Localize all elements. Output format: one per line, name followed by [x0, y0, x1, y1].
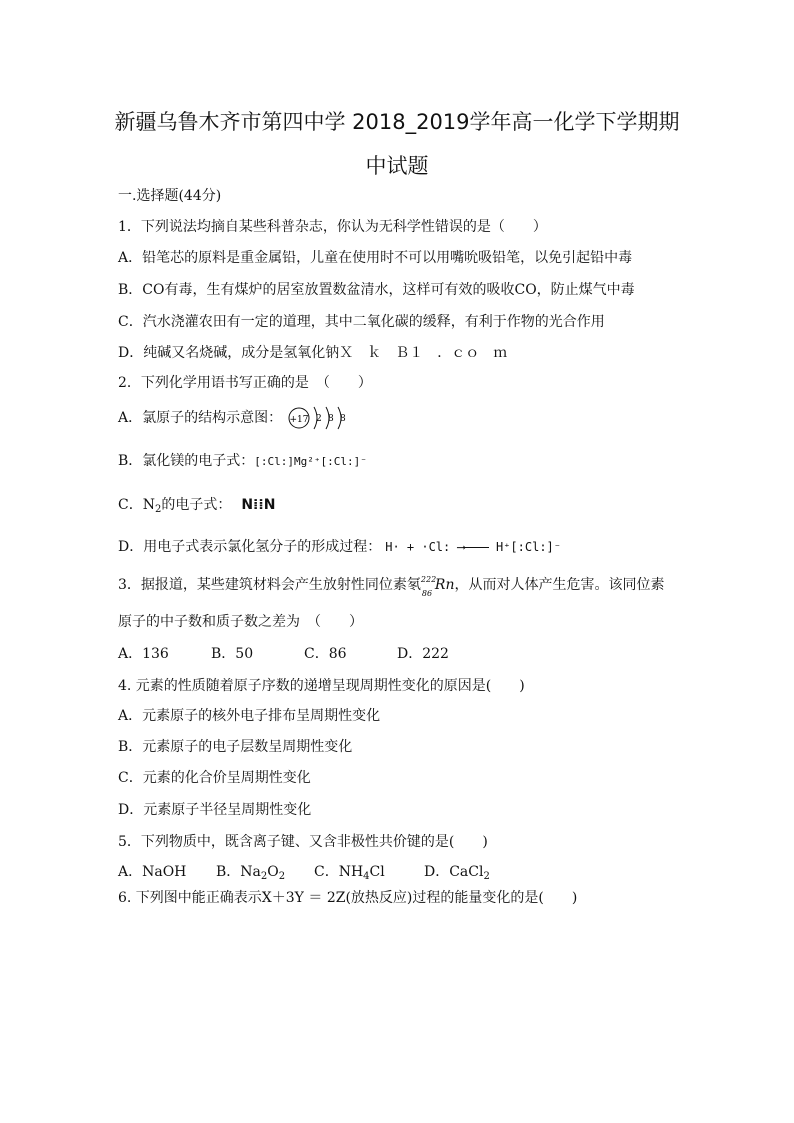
q3-stem-text-2: ，从而对人体产生危害。该同位素 — [454, 577, 665, 593]
equation-product: H⁺[:Cl:]⁻ — [495, 540, 561, 554]
arrow-shaft — [463, 547, 489, 548]
q2-option-c-text: 的电子式： — [161, 497, 232, 513]
q2-option-d-text: D．用电子式表示氯化氢分子的形成过程： — [118, 539, 382, 555]
isotope-notation — [420, 575, 437, 598]
isotope-symbol: Rn — [434, 577, 455, 593]
formula-chloride-left: [:Cl:] — [254, 455, 295, 468]
nucleus-charge: +17 — [289, 415, 309, 425]
shell-electrons-2: 8 — [327, 414, 334, 424]
q1-option-a: A．铅笔芯的原料是重金属铅，儿童在使用时不可以用嘴吮吸铅笔，以免引起铅中毒 — [118, 250, 633, 266]
hcl-formation-equation — [385, 540, 561, 554]
page-title-line2: 中试题 — [365, 154, 429, 178]
q3-option-b: B．50 — [211, 646, 254, 662]
q6-stem: 6. 下列图中能正确表示X＋3Y ＝ 2Z(放热反应)过程的能量变化的是( ) — [118, 890, 578, 906]
page-title-line1: 新疆乌鲁木齐市第四中学 2018_2019学年高一化学下学期期 — [114, 110, 680, 134]
q5-option-a: A．NaOH — [118, 864, 187, 880]
q3-stem-text: 3．据报道，某些建筑材料会产生放射性同位素氡 — [118, 577, 421, 593]
q4-stem: 4. 元素的性质随着原子序数的递增呈现周期性变化的原因是( ) — [118, 678, 525, 694]
q3-stem — [118, 575, 665, 598]
isotope-atomic-number: 86 — [421, 589, 433, 598]
q4-option-d: D．元素原子半径呈周期性变化 — [118, 802, 312, 818]
q5-options — [118, 863, 490, 881]
q5-option-b-oxygen: O — [267, 864, 279, 880]
q2-option-b-text: B．氯化镁的电子式： — [118, 453, 255, 469]
q5-option-b-subscript-2: 2 — [278, 871, 286, 882]
q5-option-b-text: B．Na — [216, 864, 261, 880]
q5-option-b-subscript-1: 2 — [260, 871, 268, 882]
q1-stem: 1．下列说法均摘自某些科普杂志，你认为无科学性错误的是（ ） — [118, 219, 547, 235]
q3-option-a: A．136 — [118, 646, 169, 662]
q5-option-b — [216, 863, 314, 881]
n2-electron-formula: N⁞⁞N — [241, 497, 276, 513]
q3-options — [118, 645, 449, 663]
chlorine-atom-diagram — [287, 403, 357, 433]
q3-option-c: C．86 — [304, 646, 347, 662]
q3-option-d: D．222 — [397, 646, 449, 662]
q3-stem-line2: 原子的中子数和质子数之差为 （ ） — [118, 614, 363, 630]
q2-option-d — [118, 538, 561, 556]
q4-option-b: B．元素原子的电子层数呈周期性变化 — [118, 739, 353, 755]
q1-option-b: B．CO有毒，生有煤炉的居室放置数盆清水，这样可有效的吸收CO，防止煤气中毒 — [118, 282, 635, 298]
mgcl2-electron-formula — [254, 455, 367, 468]
q5-stem: 5．下列物质中，既含离子键、又含非极性共价键的是( ) — [118, 834, 488, 850]
shell-electrons-1: 2 — [315, 414, 322, 424]
formula-magnesium-ion: Mg²⁺ — [294, 455, 321, 468]
q2-option-b — [118, 452, 367, 471]
q5-option-c-chlorine: Cl — [369, 864, 385, 880]
formula-charge: ⁻ — [360, 455, 367, 468]
q2-option-a — [118, 403, 357, 433]
q5-option-c-text: C．NH — [314, 864, 364, 880]
q5-option-d — [424, 863, 490, 881]
q5-option-c-subscript: 4 — [363, 871, 370, 882]
q5-option-d-text: D．CaCl — [424, 864, 484, 880]
section-heading: 一.选择题(44分) — [118, 188, 222, 204]
q2-option-a-text: A．氯原子的结构示意图： — [118, 410, 283, 426]
q1-option-d: D．纯碱又名烧碱，成分是氢氧化钠Ｘ ｋ Ｂ１ ．ｃｏ ｍ — [118, 345, 508, 361]
q2-option-c-subscript: 2 — [154, 504, 162, 515]
equation-reactants: H· + ·Cl: — [385, 540, 451, 554]
q5-option-c — [314, 863, 424, 881]
q2-stem: 2．下列化学用语书写正确的是 （ ） — [118, 375, 372, 391]
q1-option-c: C．汽水浇灌农田有一定的道理，其中二氧化碳的缓释，有利于作物的光合作用 — [118, 314, 605, 330]
q2-option-c-label: C．N — [118, 497, 155, 513]
q5-option-d-subscript: 2 — [483, 871, 490, 882]
q4-option-c: C．元素的化合价呈周期性变化 — [118, 770, 311, 786]
equation-arrow: ⟶ — [457, 540, 465, 554]
isotope-mass-number: 222 — [420, 575, 437, 584]
formula-chloride-right: [:Cl:] — [320, 455, 361, 468]
q2-option-c — [118, 496, 275, 514]
shell-electrons-3: 8 — [339, 414, 346, 424]
q4-option-a: A．元素原子的核外电子排布呈周期性变化 — [118, 708, 381, 724]
